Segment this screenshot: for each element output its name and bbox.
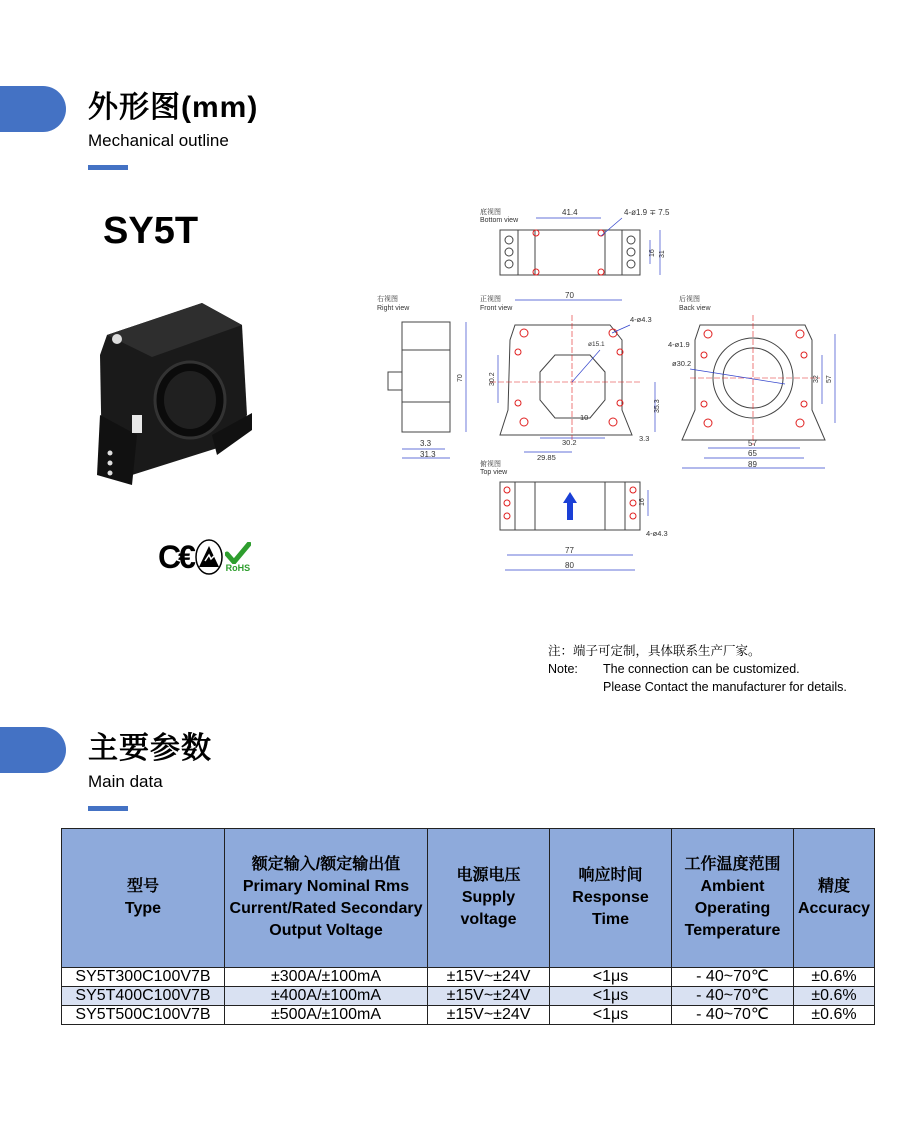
section-underline xyxy=(88,806,128,811)
cell-supply-voltage: ±15V~±24V xyxy=(428,1006,550,1025)
svg-text:Top view: Top view xyxy=(480,469,508,476)
cell-primary-current: ±500A/±100mA xyxy=(225,1006,428,1025)
cell-type: SY5T300C100V7B xyxy=(62,968,225,987)
cell-primary-current: ±300A/±100mA xyxy=(225,968,428,987)
ce-mark-icon: C€ xyxy=(158,538,193,575)
cell-response-time: <1μs xyxy=(550,987,672,1006)
right-view xyxy=(388,322,466,459)
back-view xyxy=(668,315,835,469)
cell-supply-voltage: ±15V~±24V xyxy=(428,987,550,1006)
note-line-1: The connection can be customized. xyxy=(603,662,800,676)
svg-text:3.3: 3.3 xyxy=(420,439,432,448)
svg-text:31.3: 31.3 xyxy=(420,450,436,459)
section-tab-marker xyxy=(0,86,66,132)
cell-accuracy: ±0.6% xyxy=(794,968,875,987)
svg-text:65: 65 xyxy=(748,449,757,458)
svg-text:4-ø4.3: 4-ø4.3 xyxy=(646,529,668,538)
note-label: Note: xyxy=(548,662,578,676)
svg-text:4-ø1.9: 4-ø1.9 xyxy=(668,340,690,349)
svg-text:35.3: 35.3 xyxy=(654,399,661,413)
cell-primary-current: ±400A/±100mA xyxy=(225,987,428,1006)
svg-text:3.3: 3.3 xyxy=(639,434,650,443)
model-name: SY5T xyxy=(103,210,199,252)
svg-text:Right view: Right view xyxy=(377,305,410,312)
table-header-row xyxy=(62,829,875,968)
esd-icon xyxy=(195,539,223,575)
svg-text:Front view: Front view xyxy=(480,305,513,312)
cell-supply-voltage: ±15V~±24V xyxy=(428,968,550,987)
header-supply-voltage: 电源电压 Supply voltage xyxy=(428,829,550,968)
svg-text:4-ø4.3: 4-ø4.3 xyxy=(630,315,652,324)
rohs-icon: RoHS xyxy=(225,542,251,573)
svg-text:10: 10 xyxy=(580,413,589,422)
svg-text:Bottom view: Bottom view xyxy=(480,217,519,224)
front-view xyxy=(489,291,661,462)
svg-text:57: 57 xyxy=(826,375,833,383)
svg-text:ø30.2: ø30.2 xyxy=(672,359,692,368)
table-row xyxy=(62,987,875,1006)
svg-text:16: 16 xyxy=(649,249,656,257)
section-title-outline: 外形图(mm) xyxy=(88,91,259,124)
svg-text:16: 16 xyxy=(639,498,646,506)
svg-text:俯视图: 俯视图 xyxy=(480,461,501,468)
product-photo xyxy=(92,295,262,490)
svg-text:29.85: 29.85 xyxy=(537,453,556,462)
svg-text:32: 32 xyxy=(813,375,820,383)
header-type: 型号 Type xyxy=(62,829,225,968)
svg-text:30.2: 30.2 xyxy=(562,438,577,447)
table-row xyxy=(62,968,875,987)
cell-response-time: <1μs xyxy=(550,1006,672,1025)
section-subtitle-outline: Mechanical outline xyxy=(88,131,229,150)
customization-note xyxy=(548,642,847,696)
svg-text:正视图: 正视图 xyxy=(480,296,501,303)
svg-text:后视图: 后视图 xyxy=(679,296,700,303)
section-title-main-data: 主要参数 xyxy=(88,732,212,765)
cell-temperature: - 40~70℃ xyxy=(672,968,794,987)
cell-accuracy: ±0.6% xyxy=(794,987,875,1006)
cell-temperature: - 40~70℃ xyxy=(672,1006,794,1025)
cell-type: SY5T500C100V7B xyxy=(62,1006,225,1025)
svg-text:30.2: 30.2 xyxy=(489,372,496,386)
svg-text:57: 57 xyxy=(748,439,757,448)
cell-type: SY5T400C100V7B xyxy=(62,987,225,1006)
cell-temperature: - 40~70℃ xyxy=(672,987,794,1006)
svg-text:77: 77 xyxy=(565,546,574,555)
section-underline xyxy=(88,165,128,170)
svg-text:41.4: 41.4 xyxy=(562,208,578,217)
header-temperature: 工作温度范围 Ambient Operating Temperature xyxy=(672,829,794,968)
svg-text:ø15.1: ø15.1 xyxy=(588,341,605,348)
header-response-time: 响应时间 Response Time xyxy=(550,829,672,968)
cell-accuracy: ±0.6% xyxy=(794,1006,875,1025)
main-data-table xyxy=(61,828,875,1025)
note-chinese: 注：端子可定制，具体联系生产厂家。 xyxy=(548,644,761,658)
svg-text:70: 70 xyxy=(565,291,574,300)
svg-text:89: 89 xyxy=(748,460,757,469)
mechanical-drawing xyxy=(360,200,860,580)
svg-text:4-ø1.9 ∓ 7.5: 4-ø1.9 ∓ 7.5 xyxy=(624,208,670,217)
certification-logos xyxy=(158,537,251,577)
top-view xyxy=(500,482,668,570)
svg-text:70: 70 xyxy=(457,374,464,382)
section-tab-marker xyxy=(0,727,66,773)
table-row xyxy=(62,1006,875,1025)
header-primary-current: 额定输入/额定输出值 Primary Nominal Rms Current/Rated Secondary Output Voltage xyxy=(225,829,428,968)
cell-response-time: <1μs xyxy=(550,968,672,987)
svg-text:Back view: Back view xyxy=(679,305,711,312)
svg-text:80: 80 xyxy=(565,561,574,570)
svg-text:31: 31 xyxy=(659,250,666,258)
svg-text:底视图: 底视图 xyxy=(480,209,501,216)
bottom-view xyxy=(500,208,670,275)
header-accuracy: 精度 Accuracy xyxy=(794,829,875,968)
note-line-2: Please Contact the manufacturer for details. xyxy=(603,680,847,694)
section-subtitle-main-data: Main data xyxy=(88,772,163,791)
svg-text:右视图: 右视图 xyxy=(377,296,398,303)
